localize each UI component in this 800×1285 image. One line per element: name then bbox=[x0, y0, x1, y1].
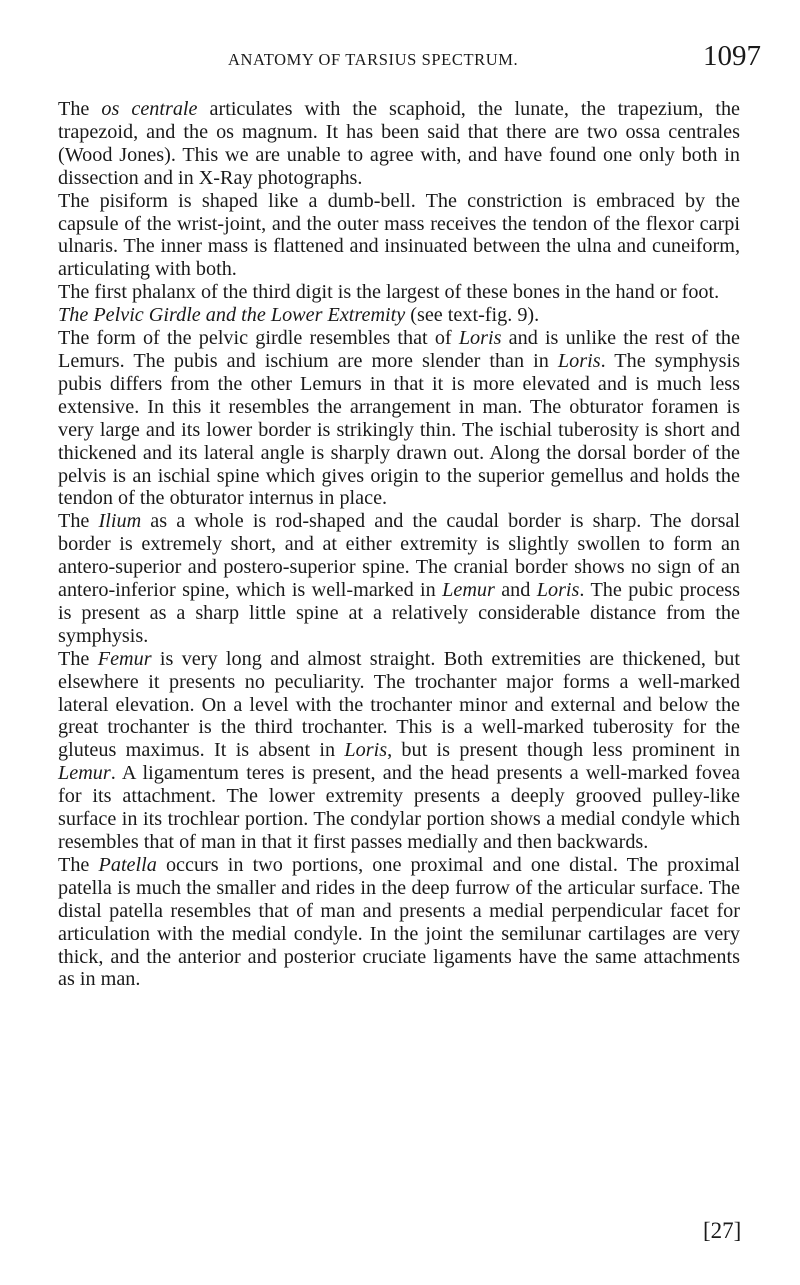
text-run: The bbox=[58, 853, 99, 876]
running-title: ANATOMY OF TARSIUS SPECTRUM. bbox=[228, 50, 519, 69]
section-heading bbox=[58, 304, 740, 327]
paragraph bbox=[58, 281, 740, 304]
italic-term: Ilium bbox=[98, 510, 142, 533]
text-run: . The pubic process is present as a sharp little spine at a relatively considerable distance from the symphysis. bbox=[58, 579, 740, 647]
text-run: The pisiform is shaped like a dumb-bell. The constriction is embraced by the capsule of the wrist-joint, and the outer mass receives the tendon of the flexor carpi ulnaris. The inner mass is flattened and insinuated between the ulna and cuneiform, articulating with both. bbox=[58, 189, 740, 281]
italic-term: Loris bbox=[344, 739, 388, 762]
italic-term: Lemur bbox=[58, 762, 111, 785]
italic-term: Femur bbox=[97, 647, 152, 670]
italic-term: Lemur bbox=[442, 579, 495, 602]
text-run: as a whole is rod-shaped and the caudal border is sharp. The dorsal border is extremely short, and at either extremity is slightly swollen to form an antero-superior and postero-superior spine. The cranial border shows no sign of an antero-inferior spine, which is well-marked in bbox=[58, 510, 740, 602]
italic-term: Loris bbox=[458, 327, 502, 350]
paragraph bbox=[58, 327, 740, 510]
paragraph bbox=[58, 854, 740, 991]
text-run: The bbox=[58, 647, 98, 670]
text-run: articulates with the scaphoid, the lunate, the trapezium, the trapezoid, and the os magnum. It has been said that there are two ossa centrales (Wood Jones). This we are unable to agree with, and have found one only both in dissection and in X-Ray photographs. bbox=[58, 98, 741, 189]
text-run: . The symphysis pubis differs from the other Lemurs in that it is more elevated and is much less extensive. In this it resembles the arrangement in man. The obturator foramen is very large and its lower border is strikingly thin. The ischial tuberosity is short and thickened and its lateral angle is sharply drawn out. Along the dorsal border of the pelvis is an ischial spine which gives origin to the superior gemellus and holds the tendon of the obturator internus in place. bbox=[58, 349, 740, 510]
text-run: The bbox=[58, 510, 99, 533]
text-run: (see text-fig. 9). bbox=[405, 304, 540, 327]
italic-term: The Pelvic Girdle and the Lower Extremity bbox=[58, 304, 406, 327]
italic-term: Loris bbox=[557, 349, 601, 372]
paragraph bbox=[58, 648, 740, 854]
text-run: , but is present though less prominent in bbox=[387, 739, 740, 762]
text-run: and bbox=[494, 579, 537, 602]
text-run: The form of the pelvic girdle resembles that of bbox=[58, 327, 459, 350]
text-run: and is unlike the rest of the Lemurs. The pubis and ischium are more slender than in bbox=[58, 327, 740, 372]
body-text bbox=[58, 98, 740, 991]
text-run: occurs in two portions, one proximal and one distal. The proximal patella is much the smaller and rides in the deep furrow of the articular surface. The distal patella resembles that of man and presents a medial perpendicular facet for articulation with the medial condyle. In the joint the semilunar cartilages are very thick, and the anterior and posterior cruciate ligaments have the same attachments as in man. bbox=[58, 853, 741, 991]
italic-term: Patella bbox=[98, 853, 157, 876]
text-run: . A ligamentum teres is present, and the head presents a well-marked fovea for its attachment. The lower extremity presents a deeply grooved pulley-like surface in its trochlear portion. The condylar portion shows a medial condyle which resembles that of man in that it first passes medially and then backwards. bbox=[58, 762, 740, 853]
paragraph bbox=[58, 98, 740, 190]
text-run: The bbox=[58, 98, 102, 120]
italic-term: os centrale bbox=[101, 98, 198, 120]
text-run: The first phalanx of the third digit is the largest of these bones in the hand or foot. bbox=[58, 281, 720, 304]
paragraph bbox=[58, 190, 740, 282]
text-run: is very long and almost straight. Both extremities are thickened, but elsewhere it presents no peculiarity. The trochanter major forms a well-marked lateral elevation. On a level with the trochanter minor and external and below the great trochanter is the third trochanter. This is a well-marked tuberosity for the gluteus maximus. It is absent in bbox=[58, 647, 740, 762]
page-number: 1097 bbox=[703, 40, 761, 72]
italic-term: Loris bbox=[536, 579, 580, 602]
paragraph bbox=[58, 510, 740, 647]
signature-mark: [27] bbox=[703, 1218, 742, 1243]
